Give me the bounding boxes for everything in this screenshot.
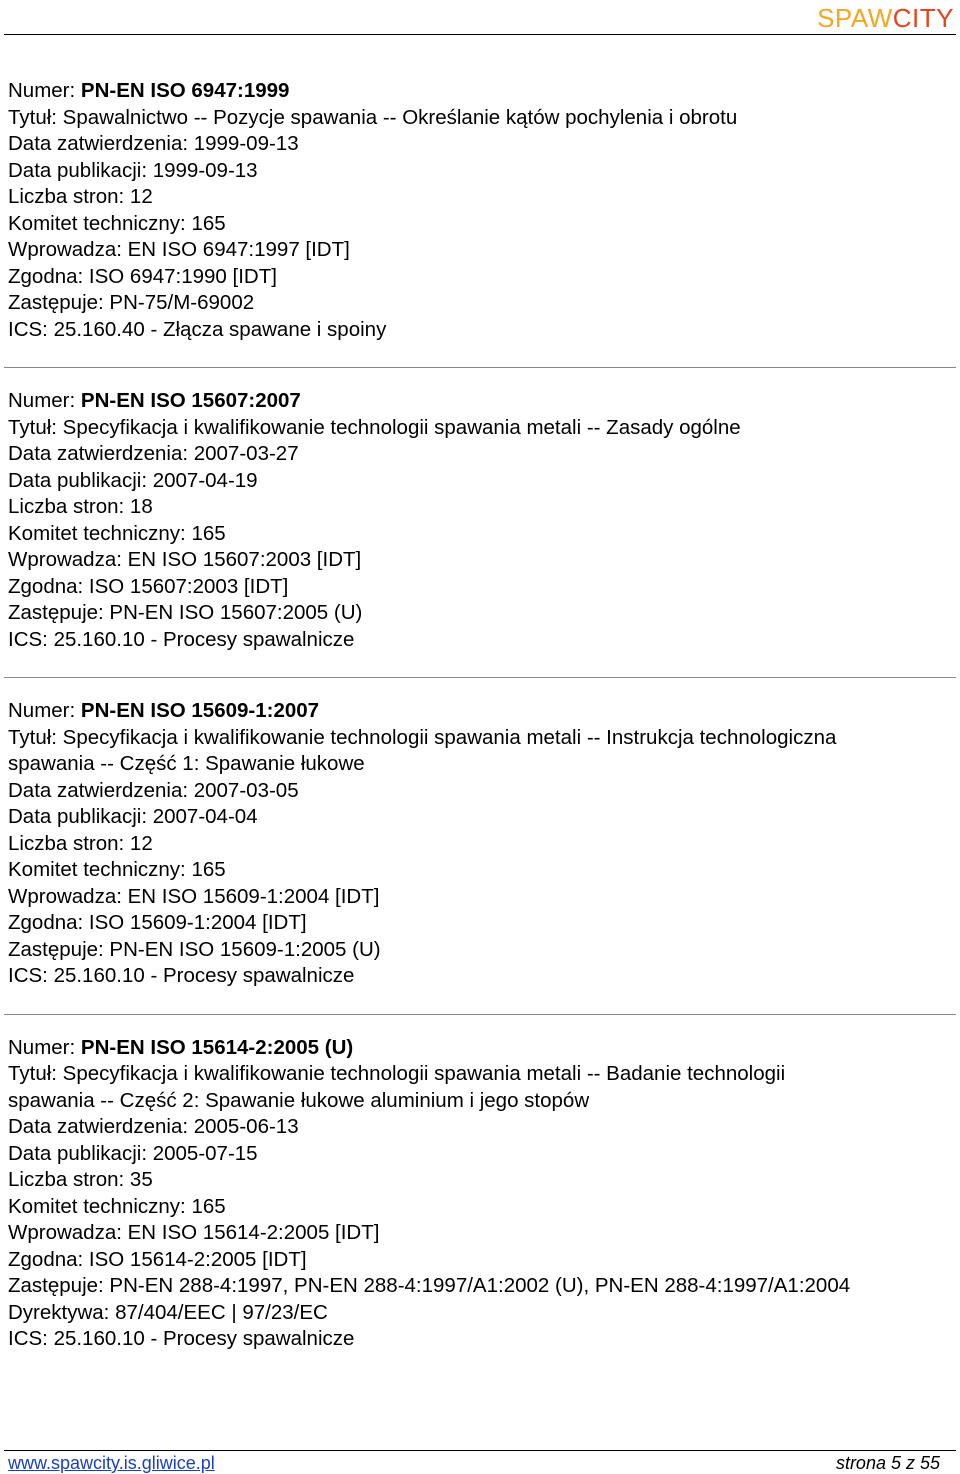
entry-introduces: Wprowadza: EN ISO 15614-2:2005 [IDT] xyxy=(8,1221,380,1244)
number-label: Numer: xyxy=(8,1035,81,1059)
entry-committee: Komitet techniczny: 165 xyxy=(8,521,226,545)
entry-committee: Komitet techniczny: 165 xyxy=(8,211,226,235)
entry-ics: ICS: 25.160.40 - Złącza spawane i spoiny xyxy=(8,317,387,341)
entry-page-count: Liczba stron: 18 xyxy=(8,495,153,518)
standard-entry xyxy=(8,1035,952,1353)
entry-approval-date: Data zatwierdzenia: 2007-03-05 xyxy=(8,778,299,802)
entry-introduces: Wprowadza: EN ISO 6947:1997 [IDT] xyxy=(8,238,350,261)
entry-page-count: Liczba stron: 35 xyxy=(8,1168,153,1191)
entry-ics: ICS: 25.160.10 - Procesy spawalnicze xyxy=(8,1327,355,1350)
entry-compatible: Zgodna: ISO 15614-2:2005 [IDT] xyxy=(8,1247,307,1271)
entry-divider xyxy=(4,677,956,678)
number-value: PN-EN ISO 15614-2:2005 (U) xyxy=(80,1035,354,1059)
entry-approval-date: Data zatwierdzenia: 2005-06-13 xyxy=(8,1115,299,1138)
entry-publication-date: Data publikacji: 1999-09-13 xyxy=(8,158,258,182)
entry-page-count: Liczba stron: 12 xyxy=(8,831,153,855)
footer-website-link[interactable]: www.spawcity.is.gliwice.pl xyxy=(8,1453,215,1473)
logo-text-spaw: SPAW xyxy=(817,3,893,33)
entry-title: Tytuł: Specyfikacja i kwalifikowanie technologii spawania metali -- Instrukcja technologiczna xyxy=(8,725,837,749)
site-logo xyxy=(817,3,954,33)
entry-number xyxy=(8,388,952,415)
number-value: PN-EN ISO 6947:1999 xyxy=(80,79,290,102)
entry-committee: Komitet techniczny: 165 xyxy=(8,1194,226,1218)
entry-committee: Komitet techniczny: 165 xyxy=(8,858,226,881)
entry-divider xyxy=(4,1014,956,1015)
number-label: Numer: xyxy=(8,699,81,722)
footer-page-number: strona 5 z 55 xyxy=(835,1453,940,1473)
logo-text-city: CITY xyxy=(892,3,954,33)
entry-replaces: Zastępuje: PN-EN 288-4:1997, PN-EN 288-4:1997/A1:2002 (U), PN-EN 288-4:1997/A1:2004 xyxy=(8,1274,851,1297)
entry-approval-date: Data zatwierdzenia: 2007-03-27 xyxy=(8,442,299,465)
entry-divider xyxy=(4,367,956,368)
entry-replaces: Zastępuje: PN-EN ISO 15609-1:2005 (U) xyxy=(8,937,381,961)
entry-introduces: Wprowadza: EN ISO 15609-1:2004 [IDT] xyxy=(8,884,380,908)
standard-entry xyxy=(8,698,952,990)
standards-list xyxy=(8,78,952,1353)
number-value: PN-EN ISO 15607:2007 xyxy=(80,389,301,412)
entry-compatible: Zgodna: ISO 6947:1990 [IDT] xyxy=(8,264,277,288)
footer-divider xyxy=(4,1450,956,1451)
standard-entry xyxy=(8,388,952,653)
entry-ics: ICS: 25.160.10 - Procesy spawalnicze xyxy=(8,964,355,987)
entry-title-continued: spawania -- Część 2: Spawanie łukowe aluminium i jego stopów xyxy=(8,1088,590,1112)
entry-page-count: Liczba stron: 12 xyxy=(8,185,153,208)
header-divider xyxy=(4,34,956,35)
entry-compatible: Zgodna: ISO 15609-1:2004 [IDT] xyxy=(8,911,307,934)
entry-introduces: Wprowadza: EN ISO 15607:2003 [IDT] xyxy=(8,548,362,571)
entry-number xyxy=(8,78,952,105)
entry-publication-date: Data publikacji: 2005-07-15 xyxy=(8,1141,258,1165)
entry-publication-date: Data publikacji: 2007-04-04 xyxy=(8,805,258,828)
entry-title: Tytuł: Specyfikacja i kwalifikowanie technologii spawania metali -- Zasady ogólne xyxy=(8,415,741,439)
entry-title: Tytuł: Spawalnictwo -- Pozycje spawania -- Określanie kątów pochylenia i obrotu xyxy=(8,105,738,129)
entry-number xyxy=(8,1035,952,1062)
standard-entry xyxy=(8,78,952,343)
entry-replaces: Zastępuje: PN-EN ISO 15607:2005 (U) xyxy=(8,601,363,624)
entry-compatible: Zgodna: ISO 15607:2003 [IDT] xyxy=(8,574,289,598)
entry-title: Tytuł: Specyfikacja i kwalifikowanie technologii spawania metali -- Badanie technologii xyxy=(8,1062,786,1085)
entry-directive: Dyrektywa: 87/404/EEC | 97/23/EC xyxy=(8,1300,328,1324)
entry-ics: ICS: 25.160.10 - Procesy spawalnicze xyxy=(8,627,355,651)
entry-publication-date: Data publikacji: 2007-04-19 xyxy=(8,468,258,492)
entry-approval-date: Data zatwierdzenia: 1999-09-13 xyxy=(8,132,299,155)
entry-number xyxy=(8,698,952,725)
number-label: Numer: xyxy=(8,389,81,412)
number-label: Numer: xyxy=(8,79,81,102)
number-value: PN-EN ISO 15609-1:2007 xyxy=(80,699,320,722)
entry-replaces: Zastępuje: PN-75/M-69002 xyxy=(8,291,255,314)
entry-title-continued: spawania -- Część 1: Spawanie łukowe xyxy=(8,752,365,775)
